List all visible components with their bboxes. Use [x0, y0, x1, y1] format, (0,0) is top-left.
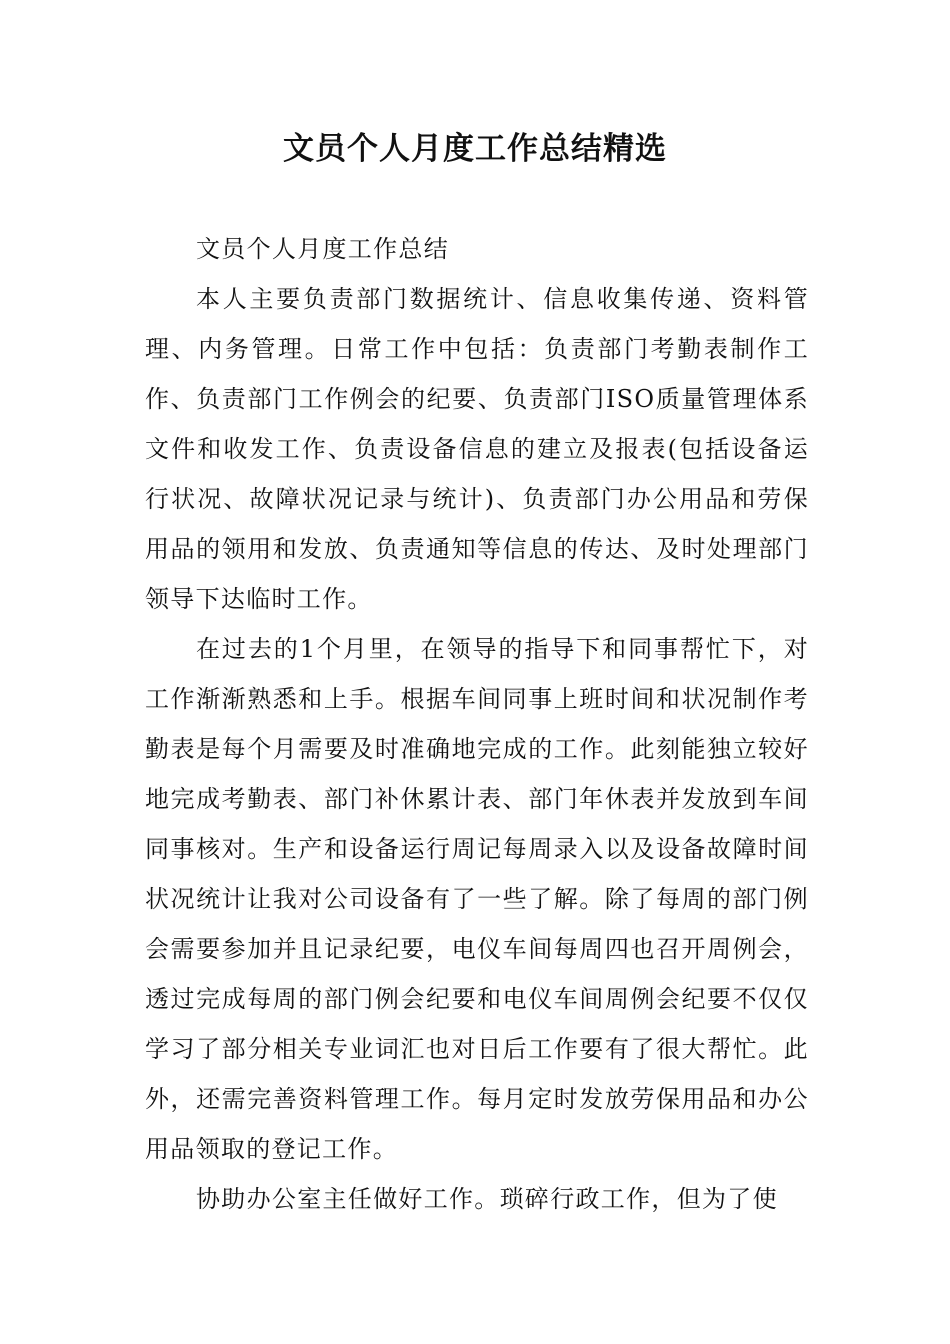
monthly-work-paragraph: 在过去的1个月里，在领导的指导下和同事帮忙下，对工作渐渐熟悉和上手。根据车间同事上班时间和状况制作考勤表是每个月需要及时准确地完成的工作。此刻能独立较好地完成考勤表、部门补休累计表、部门年休表并发放到车间同事核对。生产和设备运行周记每周录入以及设备故障时间状况统计让我对公司设备有了一些了解。除了每周的部门例会需要参加并且记录纪要，电仪车间每周四也召开周例会，透过完成每周的部门例会纪要和电仪车间周例会纪要不仅仅学习了部分相关专业词汇也对日后工作要有了很大帮忙。此外，还需完善资料管理工作。每月定时发放劳保用品和办公用品领取的登记工作。: [145, 635, 809, 1163]
document-title: 文员个人月度工作总结精选: [283, 131, 667, 167]
responsibilities-paragraph: 本人主要负责部门数据统计、信息收集传递、资料管理、内务管理。日常工作中包括：负责部门考勤表制作工作、负责部门工作例会的纪要、负责部门ISO质量管理体系文件和收发工作、负责设备信息的建立及报表(包括设备运行状况、故障状况记录与统计)、负责部门办公用品和劳保用品的领用和发放、负责通知等信息的传达、及时处理部门领导下达临时工作。: [145, 285, 809, 613]
assist-office-paragraph: 协助办公室主任做好工作。琐碎行政工作，但为了使: [196, 1185, 778, 1213]
document-body: [145, 224, 809, 1224]
section-heading-paragraph: 文员个人月度工作总结: [196, 235, 449, 263]
